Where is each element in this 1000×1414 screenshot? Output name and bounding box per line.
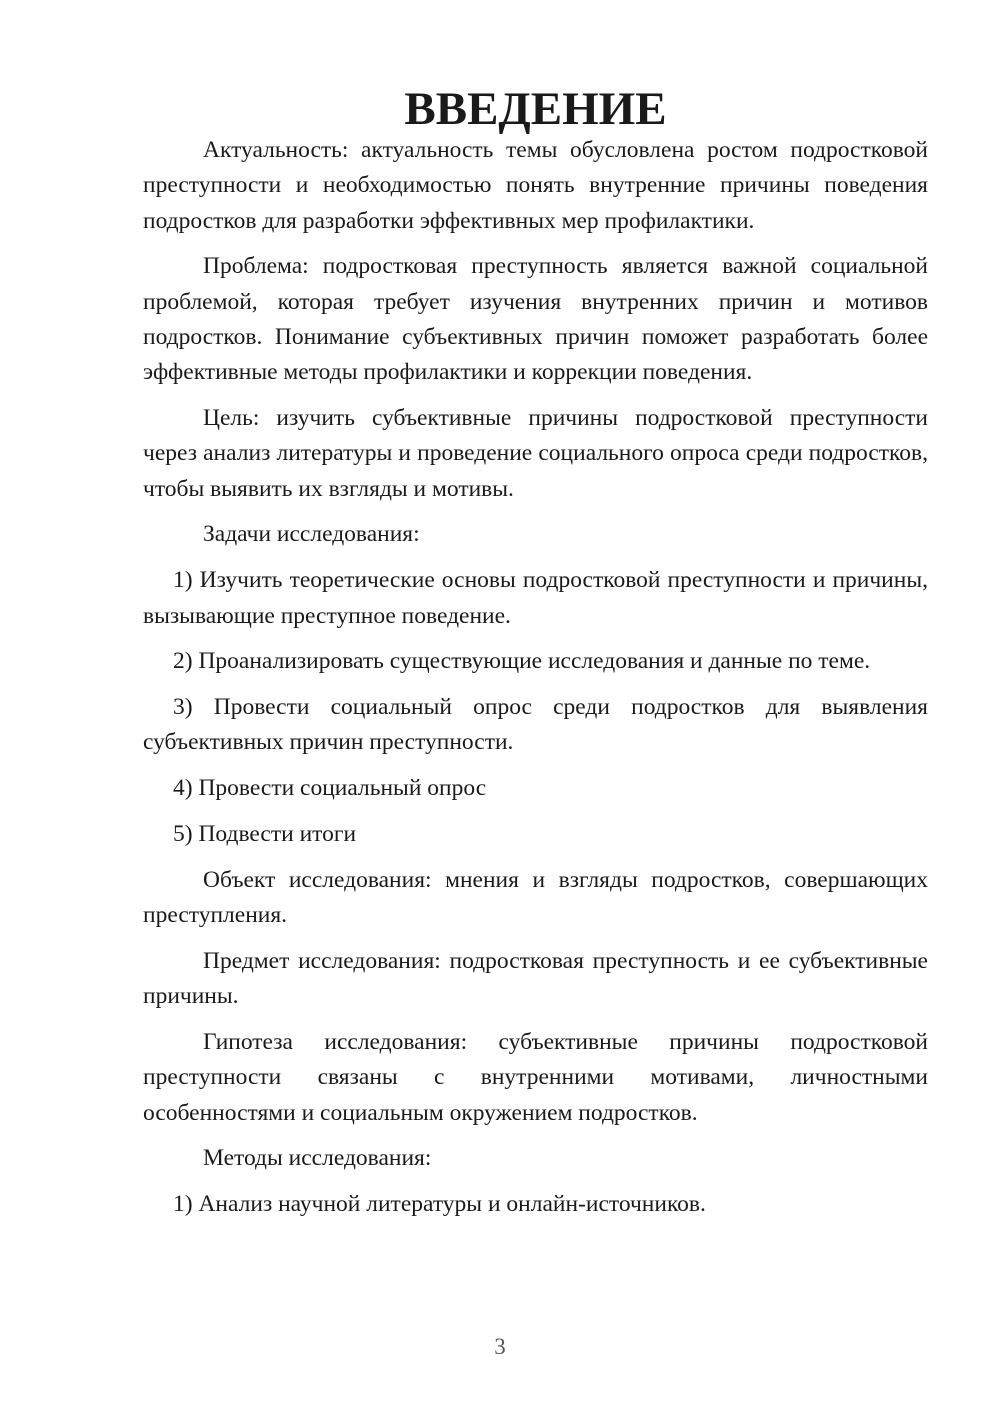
task-item-5: 5) Подвести итоги bbox=[173, 821, 357, 848]
paragraph-subject: Предмет исследования: подростковая преступность и ее субъективные причины. bbox=[143, 947, 928, 1010]
method-item-1: 1) Анализ научной литературы и онлайн-источников. bbox=[173, 1191, 706, 1218]
task-item-2: 2) Проанализировать существующие исследования и данные по теме. bbox=[173, 648, 871, 675]
paragraph-goal: Цель: изучить субъективные причины подростковой преступности через анализ литературы и проведение социального опроса среди подростков, чтобы выявить их взгляды и мотивы. bbox=[143, 405, 928, 502]
paragraph-hypothesis: Гипотеза исследования: субъективные причины подростковой преступности связаны с внутренними мотивами, личностными особенностями и социальным окружением подростков. bbox=[143, 1029, 928, 1126]
paragraph-tasks-heading: Задачи исследования: bbox=[203, 521, 420, 548]
document-page bbox=[143, 83, 928, 1233]
task-item-3: 3) Провести социальный опрос среди подростков для выявления субъективных причин преступности. bbox=[143, 694, 928, 756]
paragraph-problem: Проблема: подростковая преступность является важной социальной проблемой, которая требует изучения внутренних причин и мотивов подростков. Понимание субъективных причин поможет разработать более эффективные методы профилактики и коррекции поведения. bbox=[143, 253, 928, 386]
paragraph-relevance: Актуальность: актуальность темы обусловлена ростом подростковой преступности и необходимостью понять внутренние причины поведения подростков для разработки эффективных мер профилактики. bbox=[143, 137, 928, 234]
task-item-4: 4) Провести социальный опрос bbox=[173, 775, 487, 802]
section-title: ВВЕДЕНИЕ bbox=[404, 83, 667, 135]
task-item-1: 1) Изучить теоретические основы подростковой преступности и причины, вызывающие преступное поведение. bbox=[143, 567, 928, 629]
paragraph-object: Объект исследования: мнения и взгляды подростков, совершающих преступления. bbox=[143, 866, 928, 929]
paragraph-methods-heading: Методы исследования: bbox=[203, 1145, 432, 1172]
page-number: 3 bbox=[494, 1334, 506, 1359]
